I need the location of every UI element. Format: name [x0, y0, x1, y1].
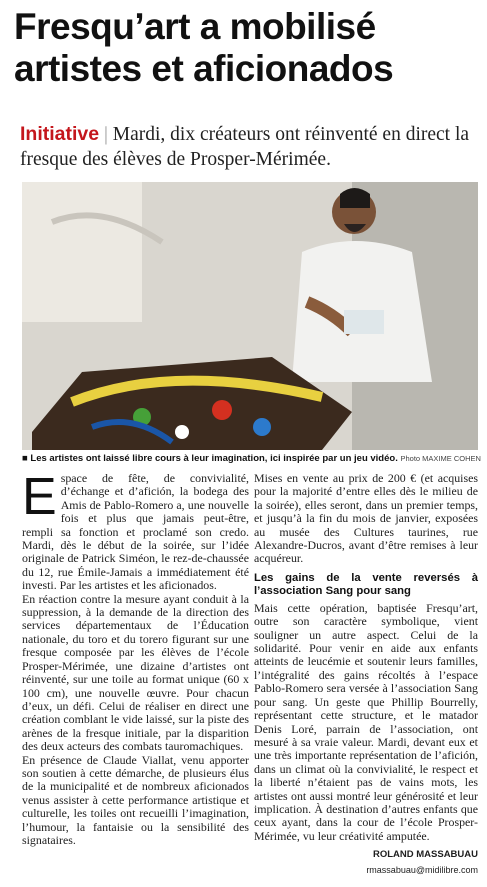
photo-caption [22, 453, 481, 464]
caption-text: Les artistes ont laissé libre cours à leur imagination, ici inspirée par un jeu vidéo. [30, 453, 398, 464]
paragraph: Mais cette opération, baptisée Fresqu’art, outre son caractère symbolique, vient souligner un autre aspect. Celui de la solidarité. Pour venir en aide aux enfants atteints de leucémie et soutenir leurs familles, l’intégralité des gains récoltés à l’espace Pablo-Romero sera versée à l’association Sang pour sang. Un geste que Phillip Bourrelly, représentant cette structure, et le matador Denis Loré, parrain de l’association, ont mesuré à sa vraie valeur. Mardi, devant eux et une très importante représentation de l’afición, dans un climat où la convivialité, le respect et la liberté n’étaient pas de vains mots, les artistes ont aussi montré leur générosité et leur implication. À destination d’autres enfants que ceux ayant, dans la cour de l’école Prosper-Mérimée, vu leur créativité amputée. [254, 600, 478, 843]
kicker-separator: | [103, 124, 108, 145]
headline-line-2: artistes et aficionados [14, 48, 394, 89]
section-subheading: Les gains de la vente reversés à l’association Sang pour sang [254, 571, 478, 597]
article-column-1 [22, 468, 249, 847]
paragraph-text: space de fête, de convivialité, d’échange et d’afición, la bodega des Amis de Pablo-Romero a, une nouvelle fois et plus que jamais peut-être, rempli sa fonction et proclamé son credo. Mardi, dès le début de la soirée, sur l’idée originale de Patrick Siméon, le rez-de-chaussée du 12, rue Émile-Jamais a immédiatement été investi. Par les artistes et les aficionados. [22, 471, 249, 593]
article-photo [22, 182, 478, 450]
author-email: rmassabuau@midilibre.com [366, 864, 478, 875]
article-deck [20, 122, 470, 172]
paragraph: En présence de Claude Viallat, venu apporter son soutien à cette démarche, de plusieurs élus de la municipalité et de nombreux aficionados venus assister à cette performance artistique et culturelle, les toiles ont recueilli l’imagination, l’humour, la fantaisie ou la sensibilité des signataires. [22, 752, 249, 847]
caption-bullet: ■ [22, 453, 31, 464]
headline-line-1: Fresqu’art a mobilisé [14, 6, 376, 47]
paragraph [22, 468, 249, 593]
kicker-label: Initiative [20, 123, 100, 145]
author-byline: ROLAND MASSABUAU [372, 849, 478, 861]
article-column-2 [254, 472, 478, 877]
article-headline [14, 6, 476, 90]
artist-painting-photo [22, 182, 478, 450]
paragraph: En réaction contre la mesure ayant conduit à la suppression, à la demande de la direction des services départementaux de l’Éducation nationale, du toro et du torero figurant sur une fresque composée par les élèves de l’école Prosper-Mérimée, une dizaine d’artistes ont réinventé, sur une toile au format unique (60 x 100 cm), une nouvelle œuvre. Pour chacun d’eux, un défi. Celui de réaliser en direct une création comblant le vide laissé, sur la piste des arènes de la fresque initiale, par la disparition des deux acteurs des combats tauromachiques. [22, 591, 249, 754]
paragraph: Mises en vente au prix de 200 € (et acquises pour la majorité d’entre elles dès le milieu de la soirée), elles seront, dans un premier temps, et jusqu’à la fin du mois de janvier, exposées au musée des Cultures taurines, rue Alexandre-Ducros, avant d’être remises à leur acquéreur. [254, 471, 478, 566]
deck-text: Mardi, dix créateurs ont réinventé en direct la fresque des élèves de Prosper-Mérimée. [20, 124, 470, 170]
drop-cap: E [22, 468, 57, 526]
photo-credit: Photo MAXIME COHEN [400, 454, 481, 463]
